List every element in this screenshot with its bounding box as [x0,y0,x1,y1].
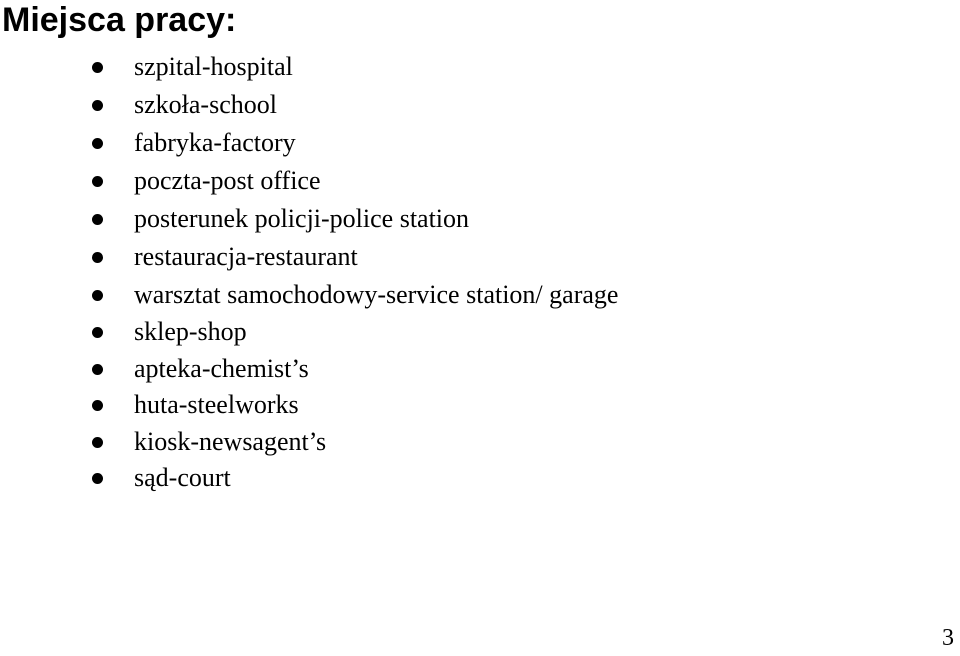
bullet-icon [92,252,103,263]
bullet-icon [92,214,103,225]
list-item [0,276,618,314]
list-item-label: restauracja-restaurant [134,242,358,271]
workplaces-list [0,48,618,497]
list-item [0,314,618,351]
list-item-label: sąd-court [134,463,231,492]
bullet-icon [92,100,103,111]
list-item [0,424,618,461]
bullet-icon [92,290,103,301]
page-title: Miejsca pracy: [2,1,237,39]
list-item-label: huta-steelworks [134,390,299,419]
list-item [0,162,618,200]
list-item-label: kiosk-newsagent’s [134,426,327,456]
bullet-icon [92,400,103,411]
list-item [0,387,618,424]
list-item-label: sklep-shop [134,317,247,346]
page-number: 3 [942,625,954,651]
list-item-label: fabryka-factory [134,128,296,157]
list-item [0,460,618,497]
list-item-label: szpital-hospital [134,52,293,81]
list-item [0,238,618,276]
bullet-icon [92,364,103,375]
list-item [0,48,618,86]
list-item-label: apteka-chemist’s [134,353,309,383]
list-item [0,351,618,388]
list-item [0,124,618,162]
list-item-label: poczta-post office [134,166,321,195]
list-item-label: szkoła-school [134,90,277,119]
bullet-icon [92,138,103,149]
list-item-label: warsztat samochodowy-service station/ garage [134,280,619,309]
bullet-icon [92,327,103,338]
list-item-label: posterunek policji-police station [134,204,470,233]
bullet-icon [92,437,103,448]
bullet-icon [92,176,103,187]
bullet-icon [92,62,103,73]
list-item [0,200,618,238]
bullet-icon [92,473,103,484]
list-item [0,86,618,124]
